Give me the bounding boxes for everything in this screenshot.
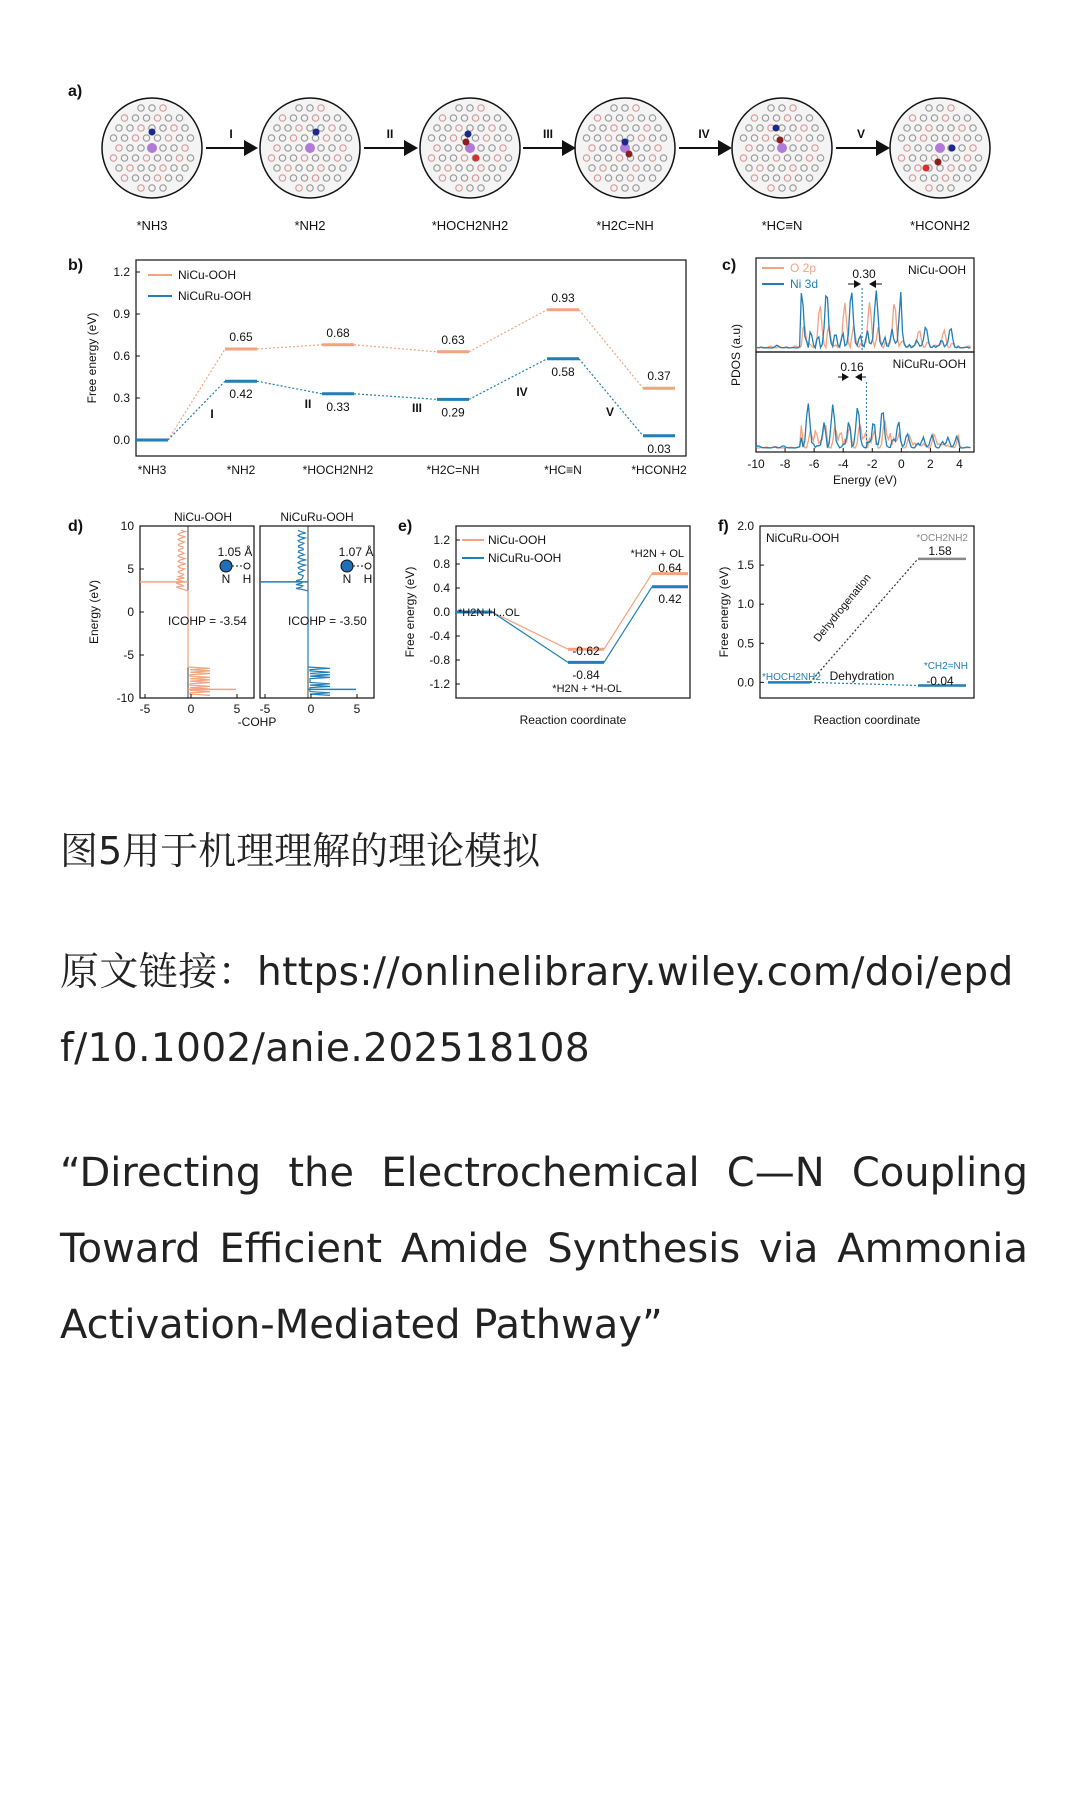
panel-b-category-labels	[138, 463, 687, 477]
d-left-atom-h: H	[242, 572, 252, 586]
d-right-title: NiCuRu-OOH	[280, 510, 354, 524]
category-label: *NH3	[137, 463, 167, 477]
panel-a-state-labels	[136, 218, 970, 233]
figure-caption: 图5用于机理理解的理论模拟	[60, 829, 541, 873]
y-tick-label: 2.0	[737, 519, 754, 533]
d-right-atom-h: H	[363, 572, 373, 586]
b-step-2: II	[304, 397, 312, 411]
panel-a	[68, 83, 990, 233]
value-label-nicu: 0.63	[441, 332, 465, 347]
panel-c-legend	[762, 261, 818, 291]
y-tick-label: 5	[127, 562, 134, 576]
y-tick-label: -0.8	[429, 653, 450, 667]
y-tick-label: 1.2	[113, 265, 130, 279]
adsorbate-atom	[923, 165, 930, 172]
panel-b-ylabel: Free energy (eV)	[85, 312, 99, 404]
f-left-label: *HOCH2NH2	[762, 672, 821, 683]
legend-label-nicuru: NiCuRu-OOH	[178, 289, 252, 303]
x-tick-label: -10	[747, 457, 765, 471]
catalyst-structure	[732, 98, 832, 198]
panel-c-ylabel: PDOS (a.u)	[729, 323, 743, 387]
energy-connector	[492, 612, 568, 662]
pdos-curve	[756, 302, 971, 348]
panel-b-step-labels	[210, 385, 614, 421]
adsorbate-atom	[149, 129, 156, 136]
y-tick-label: -1.2	[429, 677, 450, 691]
pdos-curve	[756, 404, 971, 448]
y-tick-label: 0.8	[433, 557, 450, 571]
panel-f-xlabel: Reaction coordinate	[813, 713, 921, 727]
adsorbate-atom	[465, 131, 472, 138]
catalyst-structure	[260, 98, 360, 198]
step-label-3: III	[542, 127, 554, 141]
panel-c-label: c)	[722, 257, 737, 274]
c-top-gap: 0.30	[852, 267, 876, 281]
f-title: NiCuRu-OOH	[766, 531, 840, 545]
value-label-nicuru: 0.03	[647, 441, 671, 456]
category-label: *H2C=NH	[426, 463, 480, 477]
e-value-nicuru-end: 0.42	[658, 592, 682, 606]
panel-d-label: d)	[68, 518, 84, 535]
state-label-hcn: *HC≡N	[761, 218, 803, 233]
x-tick-label: 4	[956, 457, 963, 471]
panel-b-value-labels	[229, 291, 671, 456]
panel-e	[398, 518, 690, 727]
f-dehydration-label: Dehydration	[829, 669, 895, 683]
adsorbate-atom	[463, 139, 470, 146]
b-step-3: III	[411, 401, 423, 415]
state-label-nh3: *NH3	[136, 218, 168, 233]
step-label-1: I	[229, 127, 233, 141]
category-label: *NH2	[226, 463, 256, 477]
energy-connector	[354, 345, 437, 352]
x-tick-label: 5	[233, 702, 241, 716]
y-tick-label: 0.5	[737, 636, 754, 651]
x-tick-label: -2	[866, 457, 878, 471]
panel-f-label: f)	[718, 518, 729, 535]
energy-connector	[604, 574, 652, 650]
category-label: *HCONH2	[631, 463, 687, 477]
paper-title-quote: “Directing the Electrochemical C—N Coupling Toward Efficient Amide Synthesis via Ammonia Activation-Mediated Pathway”	[60, 1150, 1028, 1348]
e-legend-nicu: NiCu-OOH	[488, 533, 547, 547]
e-mid-label: *H2N + *H-OL	[552, 683, 622, 695]
y-tick-label: 10	[120, 519, 134, 533]
b-step-5: V	[605, 405, 615, 419]
panel-f	[717, 518, 974, 727]
y-tick-label: 0	[127, 605, 134, 619]
y-tick-label: -10	[116, 691, 134, 705]
legend-label-nicu: NiCu-OOH	[178, 268, 237, 282]
x-tick-label: -6	[808, 457, 820, 471]
panel-e-xlabel: Reaction coordinate	[519, 713, 627, 727]
figure-5	[60, 70, 1020, 770]
energy-connector	[469, 310, 547, 352]
energy-connector	[168, 381, 225, 440]
y-tick-label: 0.0	[433, 605, 450, 619]
e-legend-nicuru: NiCuRu-OOH	[488, 551, 562, 565]
y-tick-label: 0.3	[113, 391, 130, 405]
adsorbate-atom	[935, 159, 942, 166]
state-label-hconh2: *HCONH2	[910, 218, 970, 233]
panel-e-label: e)	[398, 518, 413, 535]
adsorbate-atom	[949, 145, 956, 152]
y-tick-label: 1.5	[737, 558, 754, 573]
panel-c	[722, 257, 974, 487]
f-dehydrogenation-label: Dehydrogenation	[811, 571, 874, 645]
panel-b-label: b)	[68, 257, 84, 274]
e-start-label: *H2N-H...OL	[458, 607, 520, 619]
category-label: *HOCH2NH2	[302, 463, 374, 477]
energy-connector	[579, 310, 643, 388]
d-right-bond: 1.07 Å	[338, 545, 374, 559]
x-tick-label: -5	[259, 702, 271, 716]
x-tick-label: 5	[353, 702, 361, 716]
panel-d-xticks	[140, 694, 361, 716]
panel-d	[68, 510, 374, 729]
adsorbate-atom	[313, 129, 320, 136]
energy-connector	[579, 359, 643, 436]
category-label: *HC≡N	[544, 463, 582, 477]
x-tick-label: -8	[779, 457, 791, 471]
catalyst-structure	[575, 98, 675, 198]
x-tick-label: 2	[927, 457, 934, 471]
f-top-label: *OCH2NH2	[916, 533, 968, 544]
energy-connector	[604, 587, 652, 663]
f-right-label: *CH2=NH	[923, 661, 968, 672]
e-value-nicuru-mid: -0.84	[572, 668, 600, 682]
x-tick-label: -4	[837, 457, 849, 471]
e-value-nicu-mid: -0.62	[572, 644, 600, 658]
value-label-nicuru: 0.58	[551, 364, 575, 379]
c-top-title: NiCu-OOH	[907, 263, 966, 277]
cohp-curve	[176, 530, 210, 695]
value-label-nicuru: 0.42	[229, 387, 253, 402]
metal-site	[935, 143, 945, 153]
panel-e-legend	[462, 533, 561, 565]
state-label-nh2: *NH2	[294, 218, 326, 233]
panel-f-ylabel: Free energy (eV)	[717, 566, 731, 658]
adsorbate-atom	[773, 125, 780, 132]
c-bottom-gap: 0.16	[840, 360, 864, 374]
x-tick-label: 0	[897, 457, 905, 471]
d-left-bond: 1.05 Å	[217, 545, 253, 559]
c-legend-o2p: O 2p	[790, 261, 817, 275]
y-tick-label: 0.0	[113, 433, 130, 447]
y-tick-label: 1.0	[737, 597, 754, 612]
step-label-4: IV	[698, 127, 710, 141]
y-tick-label: -0.4	[429, 629, 450, 643]
e-end-label: *H2N + OL	[630, 548, 684, 560]
e-value-nicu-end: 0.64	[658, 561, 682, 575]
energy-connector	[354, 394, 437, 400]
energy-connector	[469, 359, 547, 400]
b-step-4: IV	[516, 385, 528, 399]
catalyst-structure	[102, 98, 202, 198]
f-top-value: 1.58	[928, 544, 952, 558]
panel-d-xlabel: -COHP	[237, 715, 277, 729]
metal-site	[777, 143, 787, 153]
value-label-nicuru: 0.33	[326, 399, 350, 414]
d-left-title: NiCu-OOH	[173, 510, 233, 524]
catalyst-structure	[890, 98, 990, 198]
y-tick-label: 1.2	[433, 533, 450, 547]
c-bottom-title: NiCuRu-OOH	[892, 357, 966, 371]
b-step-1: I	[210, 407, 214, 421]
step-label-2: II	[386, 127, 394, 141]
panel-b	[68, 257, 687, 477]
panel-d-ylabel: Energy (eV)	[87, 579, 101, 645]
y-tick-label: 0.4	[433, 581, 450, 595]
step-label-5: V	[856, 127, 866, 141]
x-tick-label: 0	[187, 702, 195, 716]
d-bond-glyphs	[220, 560, 371, 572]
panel-e-yticks	[429, 533, 460, 691]
c-legend-ni3d: Ni 3d	[790, 277, 819, 291]
value-label-nicu: 0.65	[229, 330, 253, 344]
adsorbate-atom	[777, 137, 784, 144]
state-label-h2cnh: *H2C=NH	[596, 218, 654, 233]
pdos-curve	[756, 421, 971, 448]
f-right-value: -0.04	[926, 674, 954, 688]
panel-e-ylabel: Free energy (eV)	[403, 566, 417, 658]
y-tick-label: -5	[123, 648, 134, 662]
energy-connector	[257, 345, 322, 349]
pdos-curve	[756, 291, 971, 348]
adsorbate-atom	[626, 151, 633, 158]
panel-c-xlabel: Energy (eV)	[832, 473, 898, 487]
d-right-icohp: ICOHP = -3.50	[288, 614, 367, 628]
value-label-nicu: 0.93	[551, 290, 575, 305]
cohp-curve	[296, 530, 330, 695]
d-right-atom-n: N	[342, 572, 352, 586]
state-label-hoch2nh2: *HOCH2NH2	[431, 218, 509, 233]
y-tick-label: 0.6	[113, 349, 130, 363]
panel-b-series	[136, 310, 675, 440]
d-left-atom-n: N	[221, 572, 231, 586]
adsorbate-atom	[622, 139, 629, 146]
value-label-nicu: 0.37	[647, 369, 671, 384]
metal-site	[147, 143, 157, 153]
source-link[interactable]: 原文链接：https://onlinelibrary.wiley.com/doi/epdf/10.1002/anie.202518108	[60, 950, 1014, 1071]
adsorbate-atom	[473, 155, 480, 162]
panel-b-legend	[148, 268, 251, 303]
y-tick-label: 0.0	[737, 675, 754, 690]
value-label-nicu: 0.68	[326, 325, 350, 340]
x-tick-label: -5	[139, 702, 151, 716]
catalyst-structure	[420, 98, 520, 198]
panel-a-label: a)	[68, 83, 83, 100]
energy-connector	[257, 381, 322, 394]
d-left-icohp: ICOHP = -3.54	[168, 614, 247, 628]
value-label-nicuru: 0.29	[441, 405, 465, 420]
metal-site	[305, 143, 315, 153]
y-tick-label: 0.9	[113, 307, 130, 321]
x-tick-label: 0	[307, 702, 315, 716]
energy-connector	[168, 349, 225, 440]
